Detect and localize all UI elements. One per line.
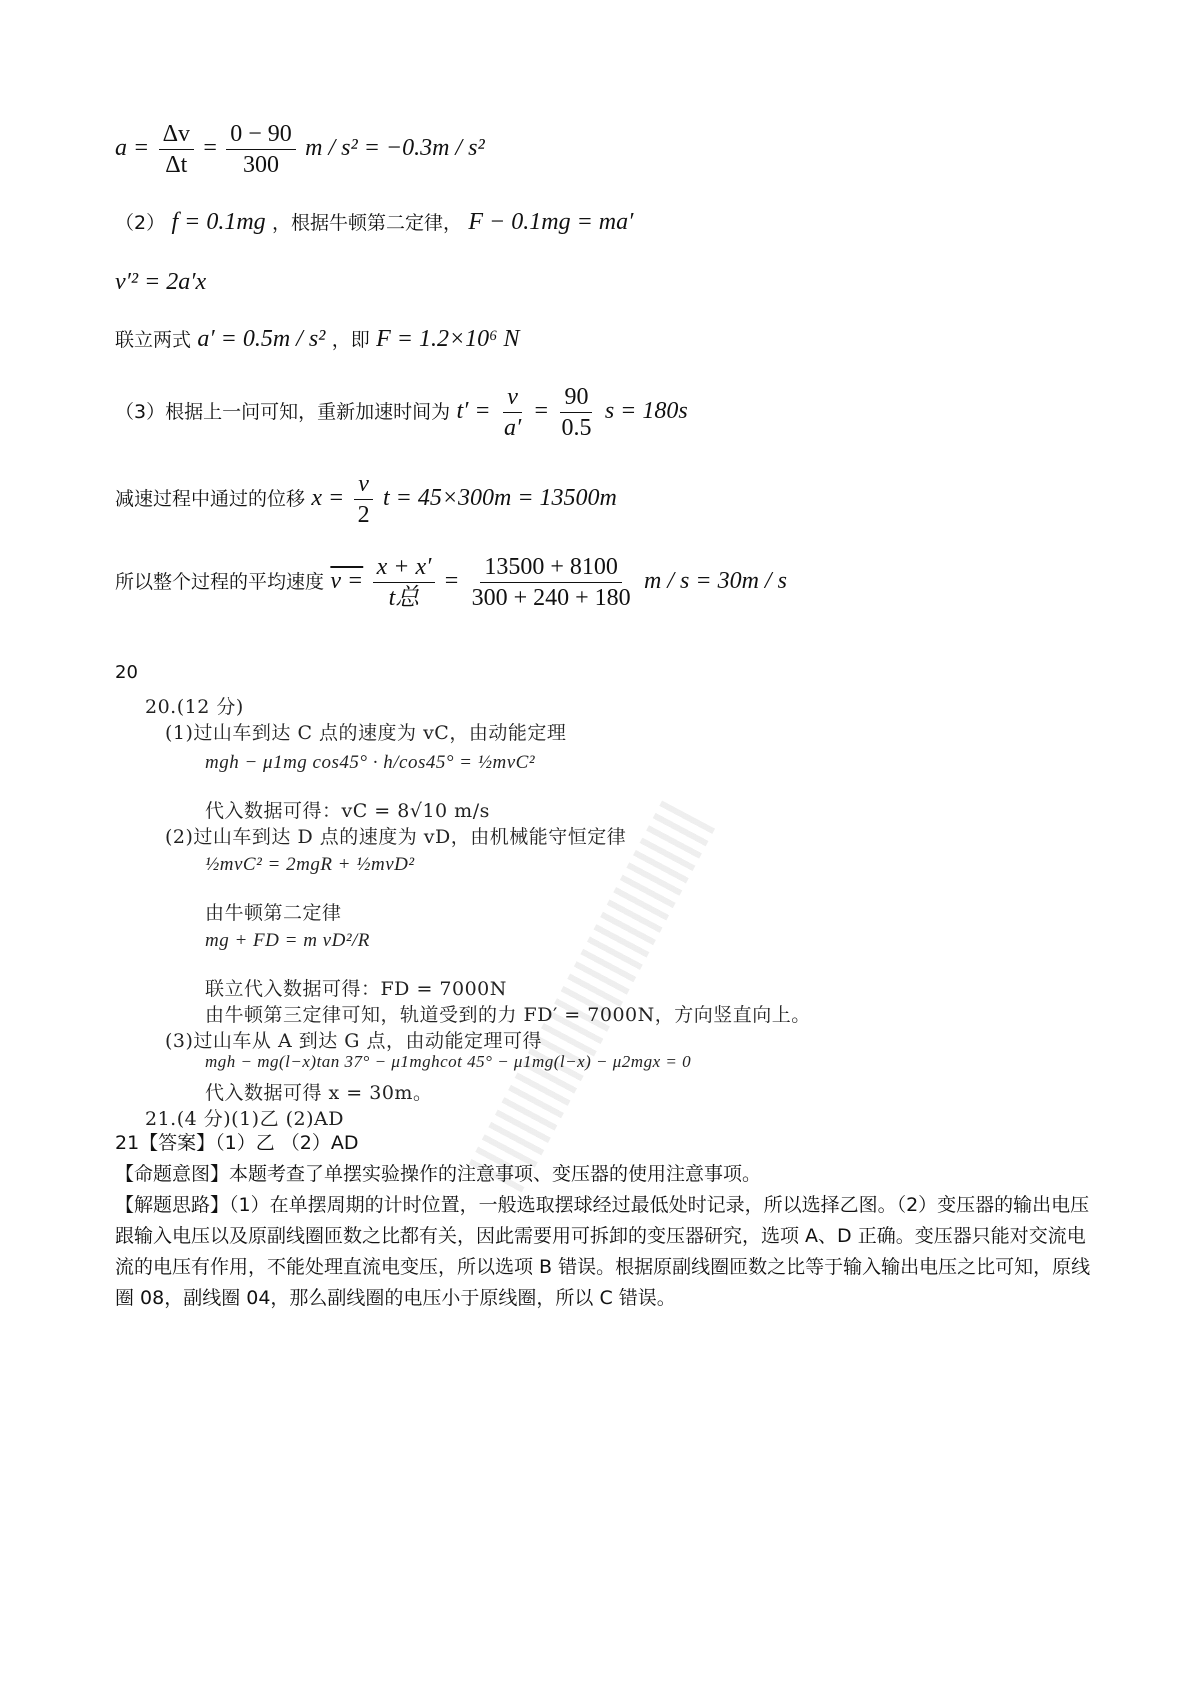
answer-21: 21【答案】（1）乙 （2）AD (115, 1132, 359, 1154)
fraction-totals: $\frac{13500 + 8100}{300 + 240 + 180}$ (471, 554, 631, 611)
scanned-solution-image: 20.(12 分) (1)过山车到达 C 点的速度为 vC，由动能定理 mgh − μ1mg cos45° · h/cos45° = ½mvC² 代入数据可得：vC = 8√10 m/s (2)过山车到达 D 点的速度为 vD，由机械能守恒定律 ½mvC² = 2mgR + ½mvD² 由牛顿第二定律 mg + FD = m vD²/R 联立代入数据可得：FD = 7000N 由牛顿第三定律可知，轨道受到的力 FD′ = 7000N，方向竖直向上。 (3)过山车从 A 到达 G 点，由动能定理可得 mgh − mg(l−x)tan 37° − μ1mghcot 45° − μ1mg(l−x) − μ2mgx = 0 代入数据可得 x = 30m。 21.(4 分)(1)乙 (2)AD (145, 696, 811, 1130)
fraction-90-05: $\frac{90}{0.5}$ (561, 384, 592, 441)
combine-line: 联立两式 a′ = 0.5m / s² ，即 F = 1.2×10⁶ N (115, 326, 520, 352)
equation-acceleration: a = $\frac{\Delta v}{\Delta t}$ = $\frac{0 - 90}{300}$ m / s² = −0.3m / s² (115, 121, 485, 178)
fraction-values: $\frac{0 - 90}{300}$ (226, 122, 296, 177)
fraction-v-2: $\frac{v}{2}$ (354, 472, 374, 527)
fraction-dv-dt: $\frac{\Delta v}{\Delta t}$ (159, 122, 194, 177)
fraction-x-t: $\frac{x + x'}{\text{t总}}$ (373, 555, 436, 610)
displacement-line: 减速过程中通过的位移 x = $\frac{v}{2}$ t = 45×300m = 13500m (115, 471, 617, 528)
solution-reasoning: 【解题思路】（1）在单摆周期的计时位置，一般选取摆球经过最低处时记录，所以选择乙图。（2）变压器的输出电压跟输入电压以及原副线圈匝数之比都有关，因此需要用可拆卸的变压器研究，选项 A、D 正确。变压器只能对交流电流的电压有作用，不能处理直流电变压，所以选项 B 错误。根据原副线圈匝数之比等于输入输出电压之比可知，原线圈 08，副线圈 04，那么副线圈的电压小于原线圈，所以 C 错误。 (115, 1194, 1091, 1309)
q3-line: （3）根据上一问可知，重新加速时间为 t′ = $\frac{v}{a'}$ = $\frac{90}{0.5}$ s = 180s (115, 384, 688, 441)
question-intent: 【命题意图】本题考查了单摆实验操作的注意事项、变压器的使用注意事项。 (115, 1163, 762, 1185)
eq-lhs: a = (115, 135, 150, 161)
q2-line: （2） f = 0.1mg ，根据牛顿第二定律， F − 0.1mg = ma′ (115, 209, 634, 235)
fraction-v-a: $\frac{v}{a'}$ (503, 384, 522, 441)
section-number: 20 (115, 662, 138, 683)
equation-velocity: v′² = 2a′x (115, 269, 207, 295)
average-speed-line: 所以整个过程的平均速度 v = $\frac{x + x'}{\text{t总}}$ = $\frac{13500 + 8100}{300 + 240 + 180}$ m / s = 30m / s (115, 554, 787, 611)
